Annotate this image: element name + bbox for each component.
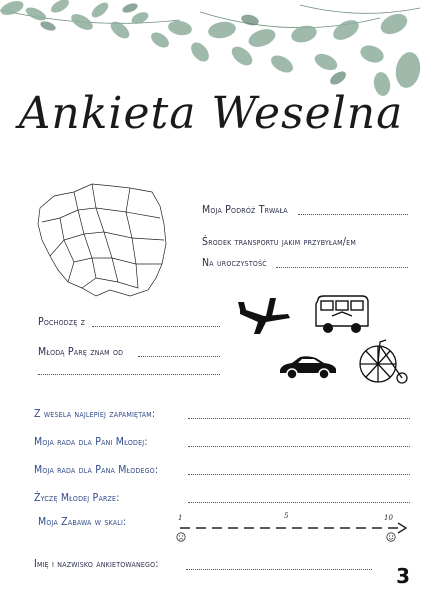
- from-label: Pochodzę z: [38, 316, 86, 328]
- know-couple-answer-line[interactable]: [138, 356, 220, 357]
- scale-min-label: 1: [178, 514, 183, 522]
- trip-answer-line[interactable]: [298, 214, 408, 215]
- page-number: 3: [396, 564, 410, 588]
- know-couple-label: Młodą Parę znam od: [38, 346, 124, 358]
- know-couple-answer-line-2[interactable]: [38, 374, 220, 375]
- poland-map-icon: [34, 178, 172, 300]
- happy-face-icon[interactable]: [386, 532, 396, 542]
- fun-scale[interactable]: [176, 512, 412, 552]
- car-icon: [278, 354, 338, 380]
- transport-label-line1: Środek transportu jakim przybyłam/em: [202, 236, 356, 248]
- remember-label: Z wesela najlepiej zapamiętam:: [34, 408, 156, 420]
- scale-max-label: 10: [384, 514, 393, 522]
- advice-groom-answer-line[interactable]: [188, 474, 410, 475]
- advice-bride-label: Moja rada dla Pani Młodej:: [34, 436, 148, 448]
- transport-label-line2: Na uroczystość: [202, 257, 267, 269]
- wish-answer-line[interactable]: [188, 502, 410, 503]
- advice-bride-answer-line[interactable]: [188, 446, 410, 447]
- from-answer-line[interactable]: [92, 326, 220, 327]
- remember-answer-line[interactable]: [188, 418, 410, 419]
- sad-face-icon[interactable]: [176, 532, 186, 542]
- fun-scale-label: Moja Zabawa w skali:: [38, 516, 127, 528]
- camper-van-icon: [312, 294, 372, 336]
- transport-answer-line[interactable]: [276, 267, 408, 268]
- scale-line: [176, 520, 412, 550]
- advice-groom-label: Moja rada dla Pana Młodego:: [34, 464, 159, 476]
- name-answer-line[interactable]: [186, 569, 372, 570]
- trip-label: Moja Podróż Trwała: [202, 204, 288, 216]
- wish-label: Życzę Młodej Parze:: [34, 492, 120, 504]
- penny-farthing-bicycle-icon: [358, 336, 408, 386]
- name-label: Imię i nazwisko ankietowanego:: [34, 558, 159, 570]
- airplane-icon: [236, 294, 292, 338]
- page-title: Ankieta Weselna: [18, 88, 404, 139]
- scale-mid-label: 5: [284, 512, 289, 520]
- eucalyptus-foliage-icon: [0, 0, 422, 100]
